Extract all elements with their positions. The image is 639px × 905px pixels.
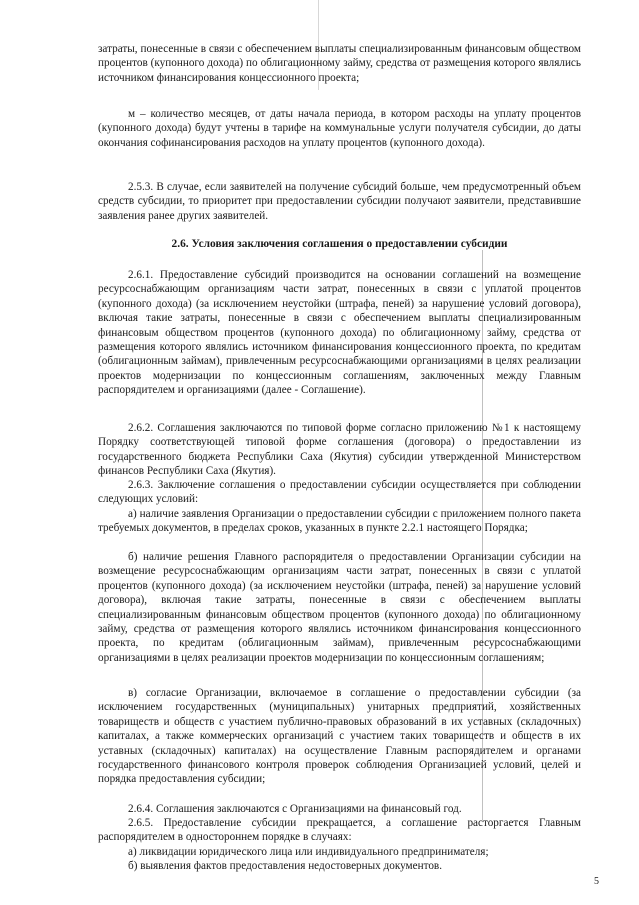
section-heading-2-6: 2.6. Условия заключения соглашения о предоставлении субсидии <box>171 238 508 250</box>
termination-case-a: а) ликвидации юридического лица или индивидуального предпринимателя; <box>128 846 489 858</box>
paragraph-2-6-4: 2.6.4. Соглашения заключаются с Организациями на финансовый год. <box>128 803 462 815</box>
condition-v: в) согласие Организации, включаемое в соглашение о предоставлении субсидии (за исключением государственных (муниципальных) унитарных предприятий, хозяйственных товариществ и обществ с участием публично-правовых образований в их уставных (складочных) капиталах, а также коммерческих организаций с участием таких товариществ и обществ в их уставных (складочных) капиталах) на осуществление Главным распорядителем и органами государственного финансового контроля проверок соблюдения Организацией условий, целей и порядка предоставления субсидии; <box>98 687 581 786</box>
termination-case-b: б) выявления фактов предоставления недостоверных документов. <box>128 860 442 872</box>
paragraph-2-5-3: 2.5.3. В случае, если заявителей на получение субсидий больше, чем предусмотренный объем средств субсидии, то приоритет при предоставлении субсидии получают заявители, представившие заявления ранее других заявителей. <box>98 181 581 222</box>
condition-b: б) наличие решения Главного распорядителя о предоставлении Организации субсидии на возмещение ресурсоснабжающим организациям части затрат, понесенных в связи с уплатой процентов (купонного дохода) (за исключением неустойки (штрафа, пеней) за нарушение условий договора), включая такие затраты, понесенные в связи с обеспечением выплаты специализированным финансовым обществом процентов (купонного дохода) по облигационному займу, средства от размещения которого являлись источником финансирования концессионного проекта, по кредитам (облигационным займам), привлеченным ресурсоснабжающими организациями в целях реализации проектов модернизации по концессионным соглашениям; <box>98 551 581 664</box>
paragraph-costs-continuation: затраты, понесенные в связи с обеспечением выплаты специализированным финансовым обществом процентов (купонного дохода) по облигационному займу, средства от размещения которого являлись источником финансирования концессионного проекта; <box>98 43 581 84</box>
paragraph-months-definition: м – количество месяцев, от даты начала периода, в котором расходы на уплату процентов (купонного дохода) будут учтены в тарифе на коммунальные услуги получателя субсидии, до даты окончания софинансирования расходов на уплату процентов (купонного дохода). <box>98 108 581 149</box>
condition-a: а) наличие заявления Организации о предоставлении субсидии с приложением полного пакета требуемых документов, в пределах сроков, указанных в пункте 2.2.1 настоящего Порядка; <box>98 508 581 535</box>
paragraph-2-6-5: 2.6.5. Предоставление субсидии прекращается, а соглашение расторгается Главным распорядителем в одностороннем порядке в случаях: <box>98 817 581 844</box>
paragraph-2-6-3: 2.6.3. Заключение соглашения о предоставлении субсидии осуществляется при соблюдении следующих условий: <box>98 479 581 506</box>
page-number: 5 <box>594 876 599 887</box>
paragraph-2-6-1: 2.6.1. Предоставление субсидий производится на основании соглашений на возмещение ресурсоснабжающим организациям части затрат, понесенных в связи с уплатой процентов (купонного дохода) (за исключением неустойки (штрафа, пеней) за нарушение условий договора), включая такие затраты, понесенные в связи с обеспечением выплаты специализированным финансовым обществом процентов (купонного дохода) по облигационному займу, средства от размещения которого являлись источником финансирования концессионного проекта, по кредитам (облигационным займам), привлеченным ресурсоснабжающими организациями в целях реализации проектов модернизации по концессионным соглашениям, заключенных между Главным распорядителем и организациями (далее - Соглашение). <box>98 269 581 397</box>
paragraph-2-6-2: 2.6.2. Соглашения заключаются по типовой форме согласно приложению №1 к настоящему Порядку соответствующей типовой форме соглашения (договора) о предоставлении из государственного бюджета Республики Саха (Якутия) субсидии утвержденной Министерством финансов Республики Саха (Якутия). <box>98 422 581 478</box>
